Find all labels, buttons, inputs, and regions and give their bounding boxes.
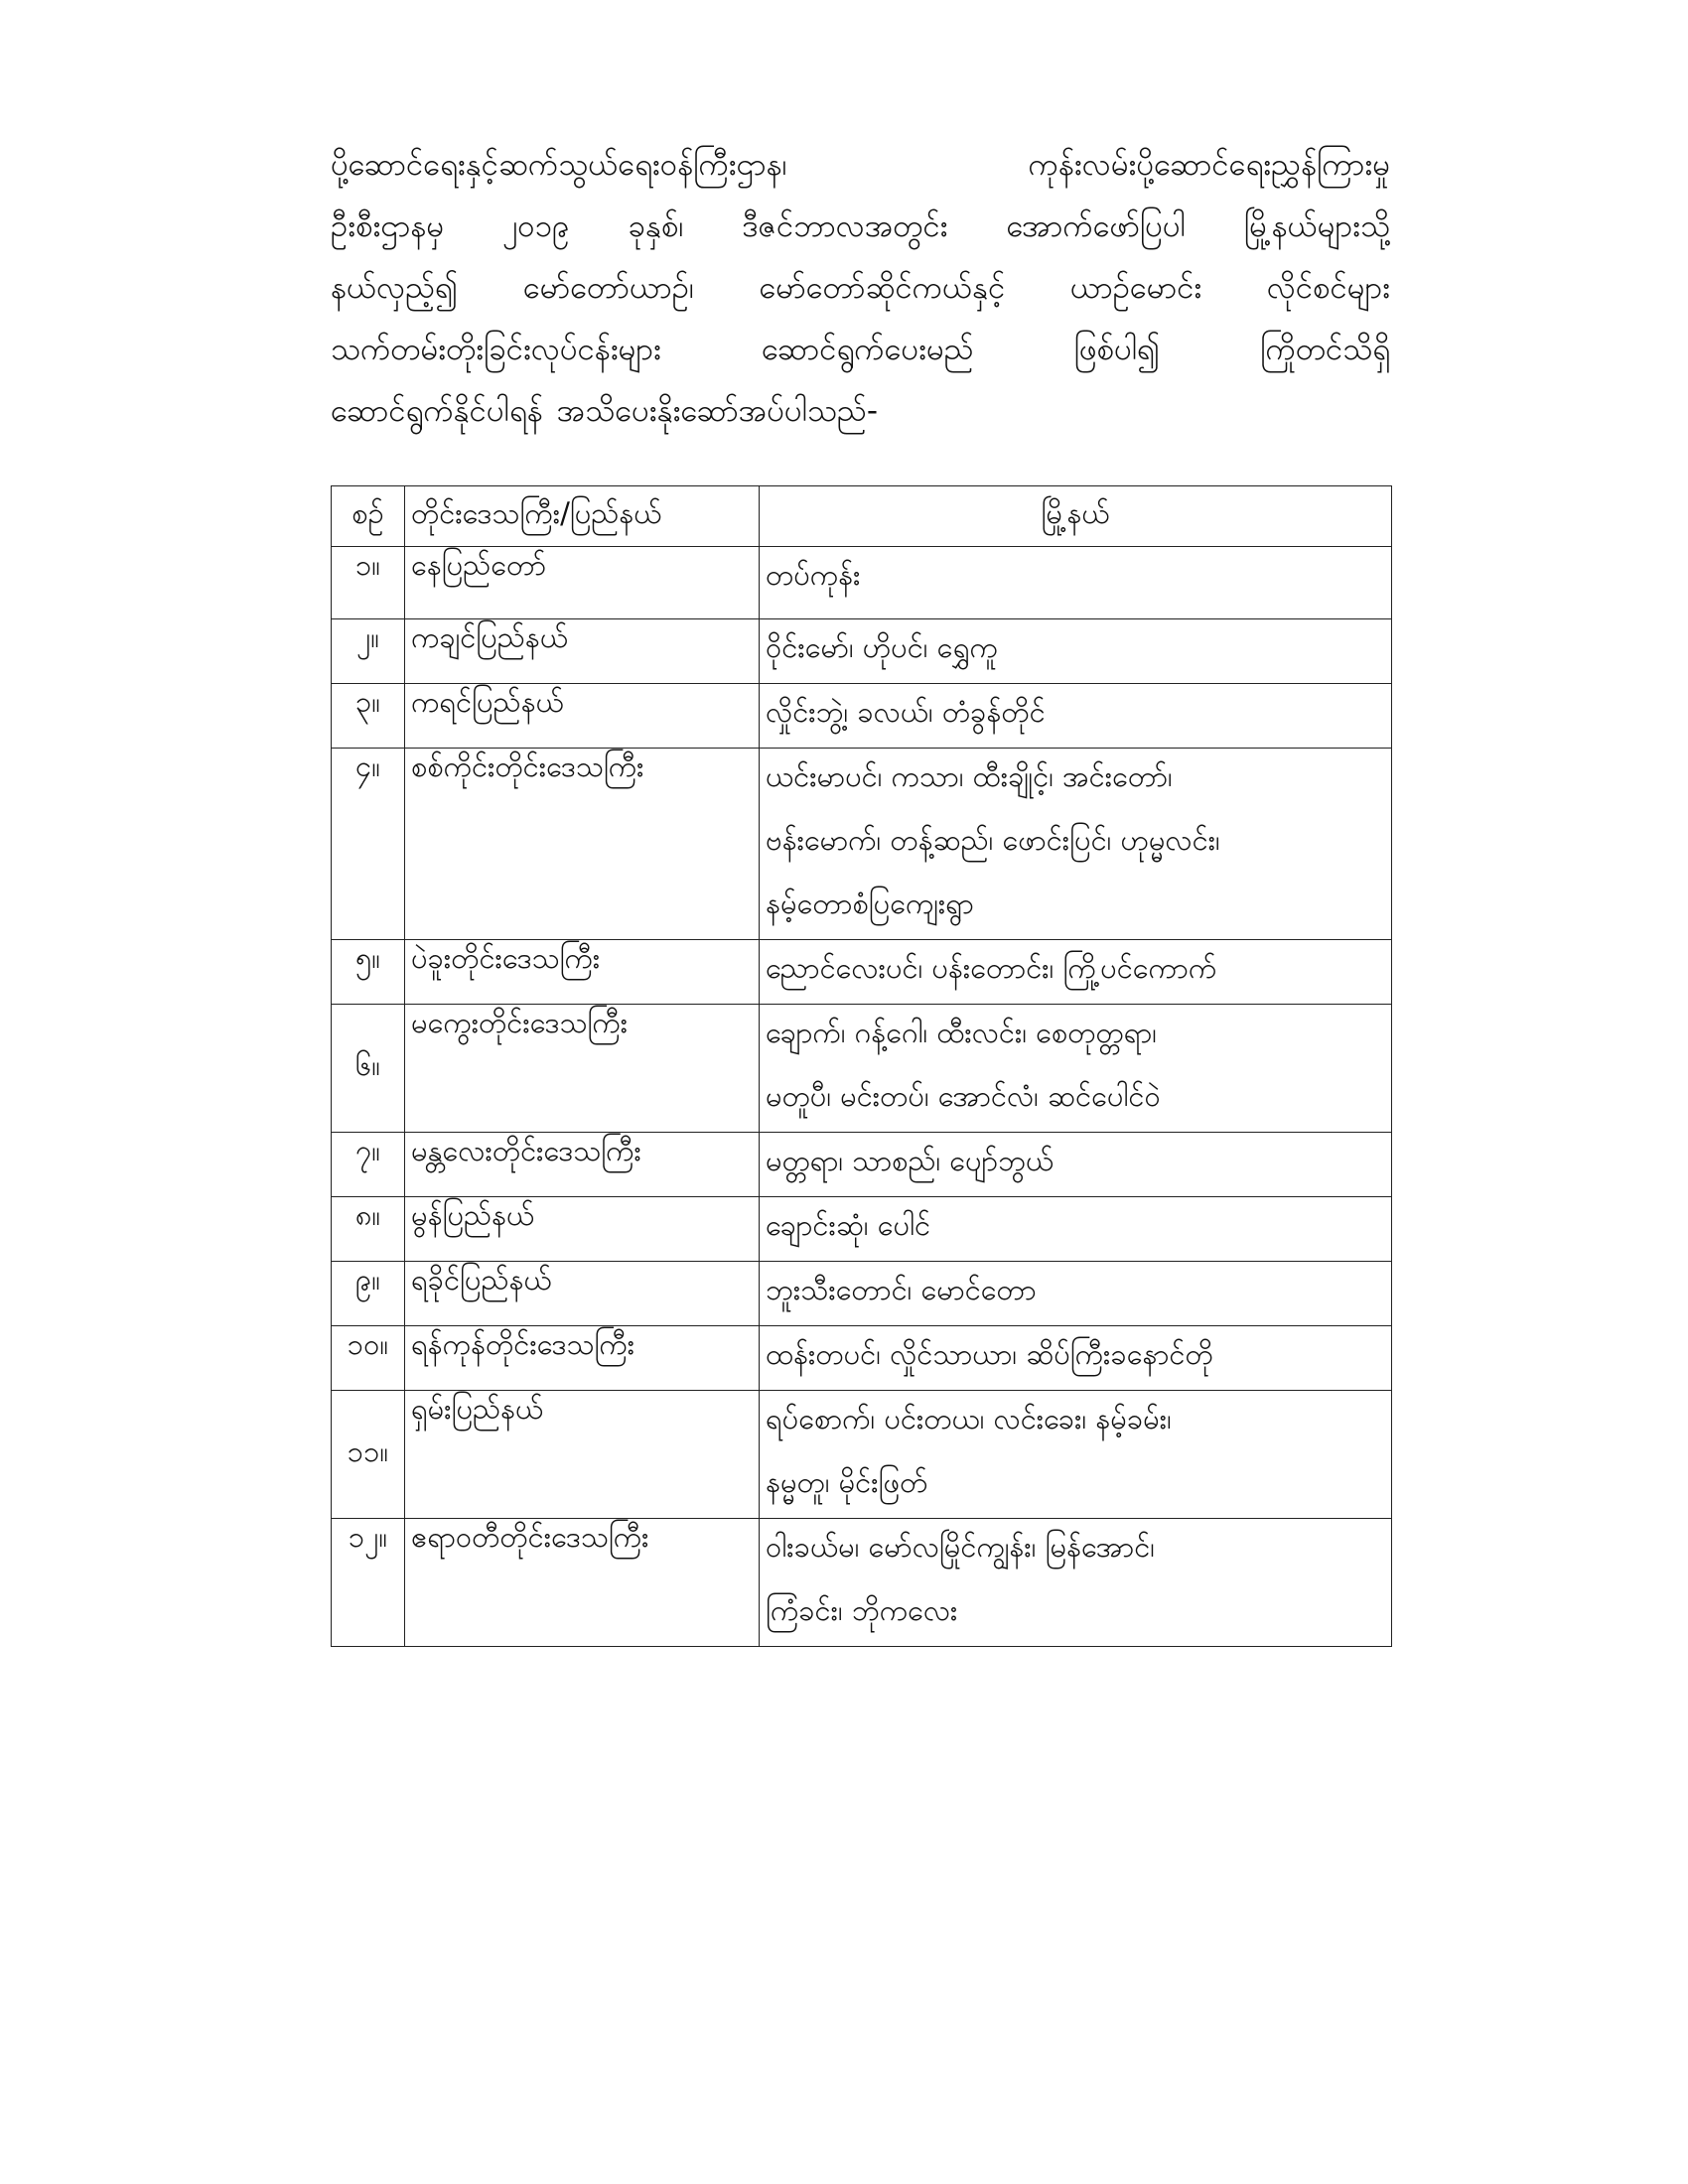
township-line: ဝိုင်းမော်၊ ဟိုပင်၊ ရွှေကူ — [766, 630, 998, 664]
intro-word: ပို့ဆောင်ရေးနှင့်ဆက်သွယ်ရေးဝန်ကြီးဌာန၊ — [331, 147, 787, 183]
township-line: မတူပီ၊ မင်းတပ်၊ အောင်လံ၊ ဆင်ပေါင်ဝဲ — [766, 1079, 1161, 1113]
row-number: ၄။ — [332, 749, 405, 940]
intro-word: နယ်လှည့်၍ — [331, 270, 459, 306]
township-line: ထန်းတပင်၊ လှိုင်သာယာ၊ ဆိပ်ကြီးခနောင်တို — [766, 1337, 1213, 1371]
intro-word: ခုနှစ်၊ — [628, 208, 684, 244]
row-number: ၇။ — [332, 1133, 405, 1197]
row-number: ၆။ — [332, 1005, 405, 1133]
table-row — [332, 1005, 1392, 1133]
intro-line — [331, 199, 1390, 260]
intro-word: ဒီဇင်ဘာလအတွင်း — [742, 208, 948, 244]
row-region: ပဲခူးတိုင်းဒေသကြီး — [405, 940, 760, 1005]
table-header-row — [332, 486, 1392, 547]
table-row — [332, 1262, 1392, 1326]
intro-word: ယာဉ်မောင်း — [1069, 270, 1202, 306]
township-line: ဗန်းမောက်၊ တန့်ဆည်၊ ဖောင်းပြင်၊ ဟုမ္မလင်း၊ — [766, 823, 1220, 857]
row-region: ရှမ်းပြည်နယ် — [405, 1391, 760, 1519]
header-region: တိုင်းဒေသကြီး/ပြည်နယ် — [405, 486, 760, 547]
intro-word: ကုန်းလမ်းပို့ဆောင်ရေးညွှန်ကြားမှု — [1028, 147, 1390, 183]
row-townships — [760, 1326, 1392, 1391]
intro-word: အသိပေးနိုးဆော်အပ်ပါသည်- — [556, 393, 879, 429]
township-line: နမ့်တောစံပြကျေးရွာ — [766, 887, 974, 920]
township-line: ဝါးခယ်မ၊ မော်လမြိုင်ကျွန်း၊ မြန်အောင်၊ — [766, 1530, 1155, 1564]
intro-word: ဖြစ်ပါ၍ — [1073, 332, 1161, 367]
township-line: နမ္မတူ၊ မိုင်းဖြတ် — [766, 1465, 928, 1499]
township-line: ကြံခင်း၊ ဘိုကလေး — [766, 1593, 958, 1627]
table-row — [332, 1197, 1392, 1262]
intro-word: ဆောင်ရွက်နိုင်ပါရန် — [331, 393, 543, 429]
row-number: ၉။ — [332, 1262, 405, 1326]
row-region: မန္တလေးတိုင်းဒေသကြီး — [405, 1133, 760, 1197]
intro-line — [331, 322, 1390, 383]
table-row — [332, 940, 1392, 1005]
row-region: နေပြည်တော် — [405, 547, 760, 619]
row-townships — [760, 1197, 1392, 1262]
intro-word: မြို့နယ်များသို့ — [1243, 208, 1390, 244]
row-number: ၁။ — [332, 547, 405, 619]
row-number: ၁၂။ — [332, 1519, 405, 1647]
header-township: မြို့နယ် — [760, 486, 1392, 547]
township-line: ချောက်၊ ဂန့်ဂေါ၊ ထီးလင်း၊ စေတုတ္တရာ၊ — [766, 1016, 1157, 1049]
township-line: ဘူးသီးတောင်၊ မောင်တော — [766, 1273, 1037, 1306]
township-line: တပ်ကုန်း — [766, 558, 861, 592]
table-row — [332, 749, 1392, 940]
table-row — [332, 1326, 1392, 1391]
row-region: မွန်ပြည်နယ် — [405, 1197, 760, 1262]
row-townships — [760, 1005, 1392, 1133]
row-number: ၂။ — [332, 619, 405, 684]
intro-word: ဆောင်ရွက်ပေးမည် — [761, 332, 974, 367]
table-row — [332, 1133, 1392, 1197]
row-region: ရခိုင်ပြည်နယ် — [405, 1262, 760, 1326]
row-townships — [760, 1519, 1392, 1647]
row-region: ရန်ကုန်တိုင်းဒေသကြီး — [405, 1326, 760, 1391]
township-line: ချောင်းဆုံ၊ ပေါင် — [766, 1208, 931, 1242]
intro-word: အောက်ဖော်ပြပါ — [1006, 208, 1186, 244]
township-line: လှိုင်းဘွဲ့၊ ခလယ်၊ တံခွန်တိုင် — [766, 695, 1046, 729]
table-row — [332, 619, 1392, 684]
row-number: ၃။ — [332, 684, 405, 749]
row-number: ၈။ — [332, 1197, 405, 1262]
township-line: ရပ်စောက်၊ ပင်းတယ၊ လင်းခေး၊ နမ့်ခမ်း၊ — [766, 1402, 1172, 1435]
intro-word: ကြိုတင်သိရှိ — [1260, 332, 1390, 367]
intro-word: မော်တော်ယာဉ်၊ — [522, 270, 694, 306]
row-region: ဧရာဝတီတိုင်းဒေသကြီး — [405, 1519, 760, 1647]
row-number: ၅။ — [332, 940, 405, 1005]
intro-paragraph — [331, 137, 1390, 445]
row-region: ကရင်ပြည်နယ် — [405, 684, 760, 749]
row-region: ကချင်ပြည်နယ် — [405, 619, 760, 684]
intro-line — [331, 383, 1390, 445]
row-townships — [760, 619, 1392, 684]
row-townships — [760, 1391, 1392, 1519]
row-townships — [760, 1262, 1392, 1326]
intro-line — [331, 260, 1390, 322]
table-row — [332, 1391, 1392, 1519]
row-townships — [760, 547, 1392, 619]
row-townships — [760, 749, 1392, 940]
intro-line — [331, 137, 1390, 199]
row-region: မကွေးတိုင်းဒေသကြီး — [405, 1005, 760, 1133]
township-line: မတ္တရာ၊ သာစည်၊ ပျော်ဘွယ် — [766, 1144, 1055, 1177]
header-no: စဉ် — [332, 486, 405, 547]
township-table — [331, 485, 1392, 1647]
township-line: ညောင်လေးပင်၊ ပန်းတောင်း၊ ကြို့ပင်ကောက် — [766, 951, 1217, 985]
table-row — [332, 1519, 1392, 1647]
row-region: စစ်ကိုင်းတိုင်းဒေသကြီး — [405, 749, 760, 940]
row-number: ၁၁။ — [332, 1391, 405, 1519]
row-townships — [760, 1133, 1392, 1197]
table-row — [332, 547, 1392, 619]
intro-word: မော်တော်ဆိုင်ကယ်နှင့် — [759, 270, 1006, 306]
table-row — [332, 684, 1392, 749]
township-line: ယင်းမာပင်၊ ကသာ၊ ထီးချိုင့်၊ အင်းတော်၊ — [766, 759, 1173, 793]
intro-word: ဦးစီးဌာနမှ — [331, 208, 445, 244]
row-townships — [760, 940, 1392, 1005]
row-townships — [760, 684, 1392, 749]
intro-word: ၂၀၁၉ — [502, 208, 570, 244]
intro-word: သက်တမ်းတိုးခြင်းလုပ်ငန်းများ — [331, 332, 661, 367]
row-number: ၁၀။ — [332, 1326, 405, 1391]
intro-word: လိုင်စင်များ — [1266, 270, 1390, 306]
